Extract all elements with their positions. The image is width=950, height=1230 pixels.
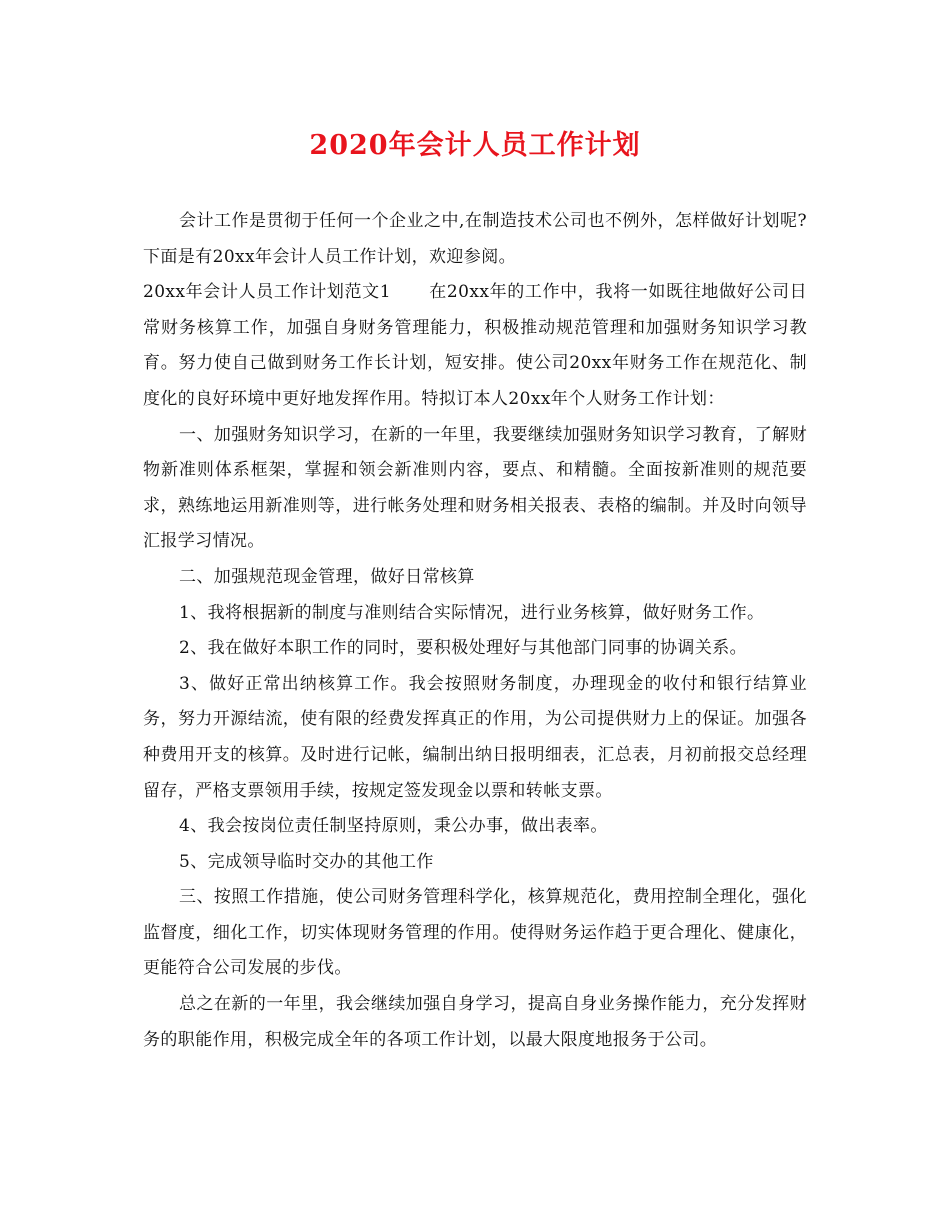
paragraph-7: 5、完成领导临时交办的其他工作 <box>179 851 434 872</box>
paragraph-9: 总之在新的一年里，我会继续加强自身学习，提高自身业务操作能力，充分发挥财务的职能作用，积极完成全年的各项工作计划，以最大限度地报务于公司。 <box>143 994 807 1050</box>
paragraph-1: 一、加强财务知识学习，在新的一年里，我要继续加强财务知识学习教育，了解财物新准则体系框架，掌握和领会新准则内容，要点、和精髓。全面按新准则的规范要求，熟练地运用新准则等，进行帐务处理和财务相关报表、表格的编制。并及时向领导汇报学习情况。 <box>143 424 807 552</box>
paragraph-intro: 会计工作是贯彻于任何一个企业之中,在制造技术公司也不例外，怎样做好计划呢?下面是有20xx年会计人员工作计划，欢迎参阅。 <box>143 211 807 267</box>
sample-heading: 20xx年会计人员工作计划范文1 <box>143 282 392 303</box>
paragraph-2: 二、加强规范现金管理，做好日常核算 <box>179 566 475 587</box>
paragraph-8: 三、按照工作措施，使公司财务管理科学化，核算规范化，费用控制全理化，强化监督度，细化工作，切实体现财务管理的作用。使得财务运作趋于更合理化、健康化，更能符合公司发展的步伐。 <box>143 887 807 979</box>
sample-body: 在20xx年的工作中，我将一如既往地做好公司日常财务核算工作，加强自身财务管理能力，积极推动规范管理和加强财务知识学习教育。努力使自己做到财务工作长计划，短安排。使公司20xx年财务工作在规范化、制度化的良好环境中更好地发挥作用。特拟订本人20xx年个人财务工作计划： <box>143 282 807 409</box>
document-title: 2020年会计人员工作计划 <box>309 130 641 161</box>
paragraph-3: 1、我将根据新的制度与准则结合实际情况，进行业务核算，做好财务工作。 <box>179 602 765 623</box>
document-body <box>143 204 807 1058</box>
paragraph-5: 3、做好正常出纳核算工作。我会按照财务制度，办理现金的收付和银行结算业务，努力开源结流，使有限的经费发挥真正的作用，为公司提供财力上的保证。加强各种费用开支的核算。及时进行记帐，编制出纳日报明细表，汇总表，月初前报交总经理留存，严格支票领用手续，按规定签发现金以票和转帐支票。 <box>143 673 807 801</box>
paragraph-6: 4、我会按岗位责任制坚持原则，秉公办事，做出表率。 <box>179 816 608 837</box>
paragraph-4: 2、我在做好本职工作的同时，要积极处理好与其他部门同事的协调关系。 <box>179 638 748 659</box>
paragraph-sample <box>143 275 807 417</box>
